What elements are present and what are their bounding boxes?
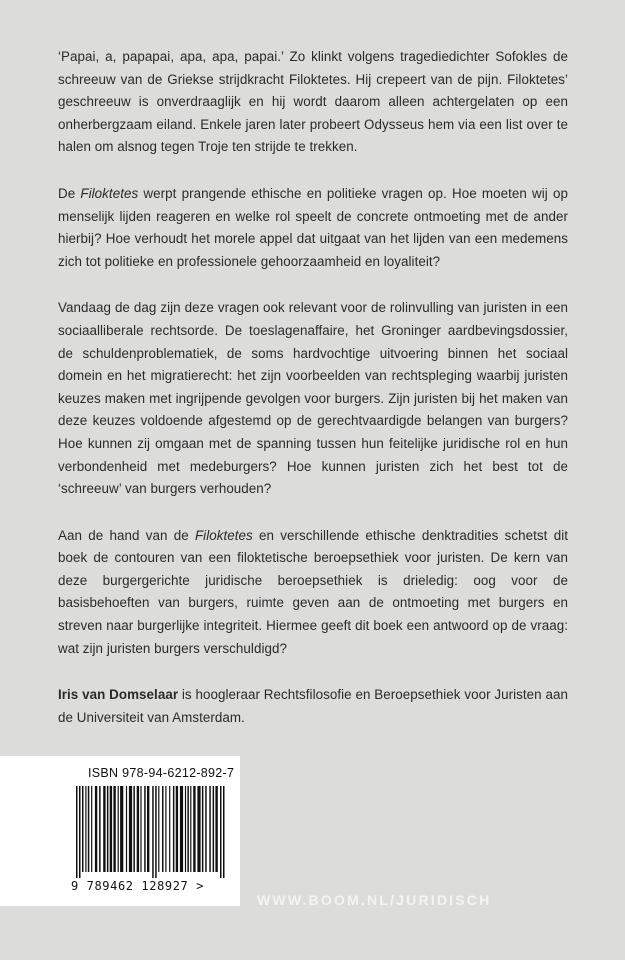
barcode-bar xyxy=(190,786,191,872)
barcode-bar xyxy=(120,786,123,872)
barcode-bar xyxy=(176,786,178,872)
author-bio: is hoogleraar Rechtsfilosofie en Beroepsethiek voor Juristen aan de Universiteit van Amsterdam. xyxy=(58,687,568,725)
barcode-bar xyxy=(140,786,141,872)
barcode-bar xyxy=(193,786,195,872)
questions-paragraph xyxy=(58,183,568,273)
barcode-bar xyxy=(91,786,92,872)
isbn-label: ISBN 978-94-6212-892-7 xyxy=(88,766,235,780)
barcode-bar xyxy=(155,786,157,878)
book-title-italic: Filoktetes xyxy=(194,527,253,543)
intro-paragraph: ‘Papai, a, papapai, apa, apa, papai.’ Zo klinkt volgens tragediedichter Sofokles de schreeuw van de Griekse strijdkracht Filoktetes. Hij crepeert van de pijn. Filoktetes’ geschreeuw is onverdraaglijk en hij wordt daarom alleen achtergelaten op een onherbergzaam eiland. Enkele jaren later probeert Odysseus hem via een list over te halen om alsnog tegen Troje ten strijde te trekken. xyxy=(58,49,568,155)
barcode-bar xyxy=(110,786,112,872)
barcode-bar xyxy=(223,786,225,878)
summary-lead: Aan de hand van de xyxy=(58,527,195,543)
barcode-bar xyxy=(162,786,164,872)
relevance-paragraph: Vandaag de dag zijn deze vragen ook relevant voor de rolinvulling van juristen in een sociaalliberale rechtsorde. De toeslagenaffaire, het Groninger aardbevingsdossier, de schuldenproblematiek, de soms hardvochtige uitvoering binnen het sociaal domein en het migratierecht: het zijn voorbeelden van rechtspleging waarbij juristen keuzes maken met ingrijpende gevolgen voor burgers. Zijn juristen bij het maken van deze keuzes voldoende afgestemd op de gerechtvaardigde belangen van burgers? Hoe kunnen zij omgaan met de spanning tussen hun feitelijke juridische rol en hun verbondenheid met medeburgers? Hoe kunnen juristen zich het best tot de ‘schreeuw’ van burgers verhouden? xyxy=(58,300,568,497)
barcode-bar xyxy=(187,786,189,872)
barcode-bar xyxy=(180,786,183,872)
barcode-bar xyxy=(173,786,175,872)
author-paragraph xyxy=(58,684,568,729)
publisher-website: WWW.BOOM.NL/JURIDISCH xyxy=(257,892,492,908)
barcode-bar xyxy=(165,786,166,872)
book-title-italic: Filoktetes xyxy=(80,185,139,201)
barcode-bar xyxy=(99,786,101,872)
barcode-bar xyxy=(126,786,127,872)
barcode-bar xyxy=(209,786,211,872)
barcode-bar xyxy=(215,786,217,872)
barcode-bar xyxy=(213,786,215,872)
summary-body: en verschillende ethische denktradities schetst dit boek de contouren van een filoktetische beroepsethiek voor juristen. De kern van deze burgergerichte juridische beroepsethiek is drieledig: oog voor de basisbehoeften van burgers, ruimte geven aan de ontmoeting met burgers en streven naar burgerlijke integriteit. Hiermee geeft dit boek een antwoord op de vraag: wat zijn juristen burgers verschuldigd? xyxy=(58,527,568,656)
barcode-bar xyxy=(129,786,132,872)
barcode-bar xyxy=(137,786,139,872)
barcode-panel xyxy=(0,756,240,906)
barcode-bar xyxy=(133,786,135,872)
barcode-bar xyxy=(220,786,222,878)
barcode-bar xyxy=(205,786,207,872)
barcode-bar xyxy=(95,786,97,872)
barcode-bar xyxy=(197,786,200,872)
barcode-bar xyxy=(85,786,86,872)
barcode-bar xyxy=(103,786,105,872)
back-cover-text xyxy=(58,46,568,753)
barcode-bar xyxy=(144,786,146,872)
barcode-bar xyxy=(202,786,204,872)
barcode-bar xyxy=(88,786,90,872)
barcode-bar xyxy=(169,786,170,872)
barcode-bar xyxy=(147,786,149,872)
questions-body: werpt prangende ethische en politieke vragen op. Hoe moeten wij op menselijk lijden reageren en welke rol speelt de concrete ontmoeting met de ander hierbij? Hoe verhoudt het morele appel dat uitgaat van het lijden van een medemens zich tot politieke en professionele gehoorzaamheid en loyaliteit? xyxy=(58,185,568,269)
author-name: Iris van Domselaar xyxy=(58,687,179,703)
barcode-bar xyxy=(185,786,186,872)
barcode-bar xyxy=(118,786,119,872)
barcode-bar xyxy=(79,786,81,878)
barcode-bar xyxy=(76,786,78,878)
barcode-bar xyxy=(113,786,115,872)
barcode-digits: 9 789462 128927 > xyxy=(71,879,205,893)
questions-lead: De xyxy=(58,185,81,201)
summary-paragraph xyxy=(58,525,568,661)
barcode-bar xyxy=(82,786,84,872)
barcode-bar xyxy=(152,786,154,878)
barcode-bar xyxy=(107,786,109,872)
barcode-bar xyxy=(158,786,159,872)
